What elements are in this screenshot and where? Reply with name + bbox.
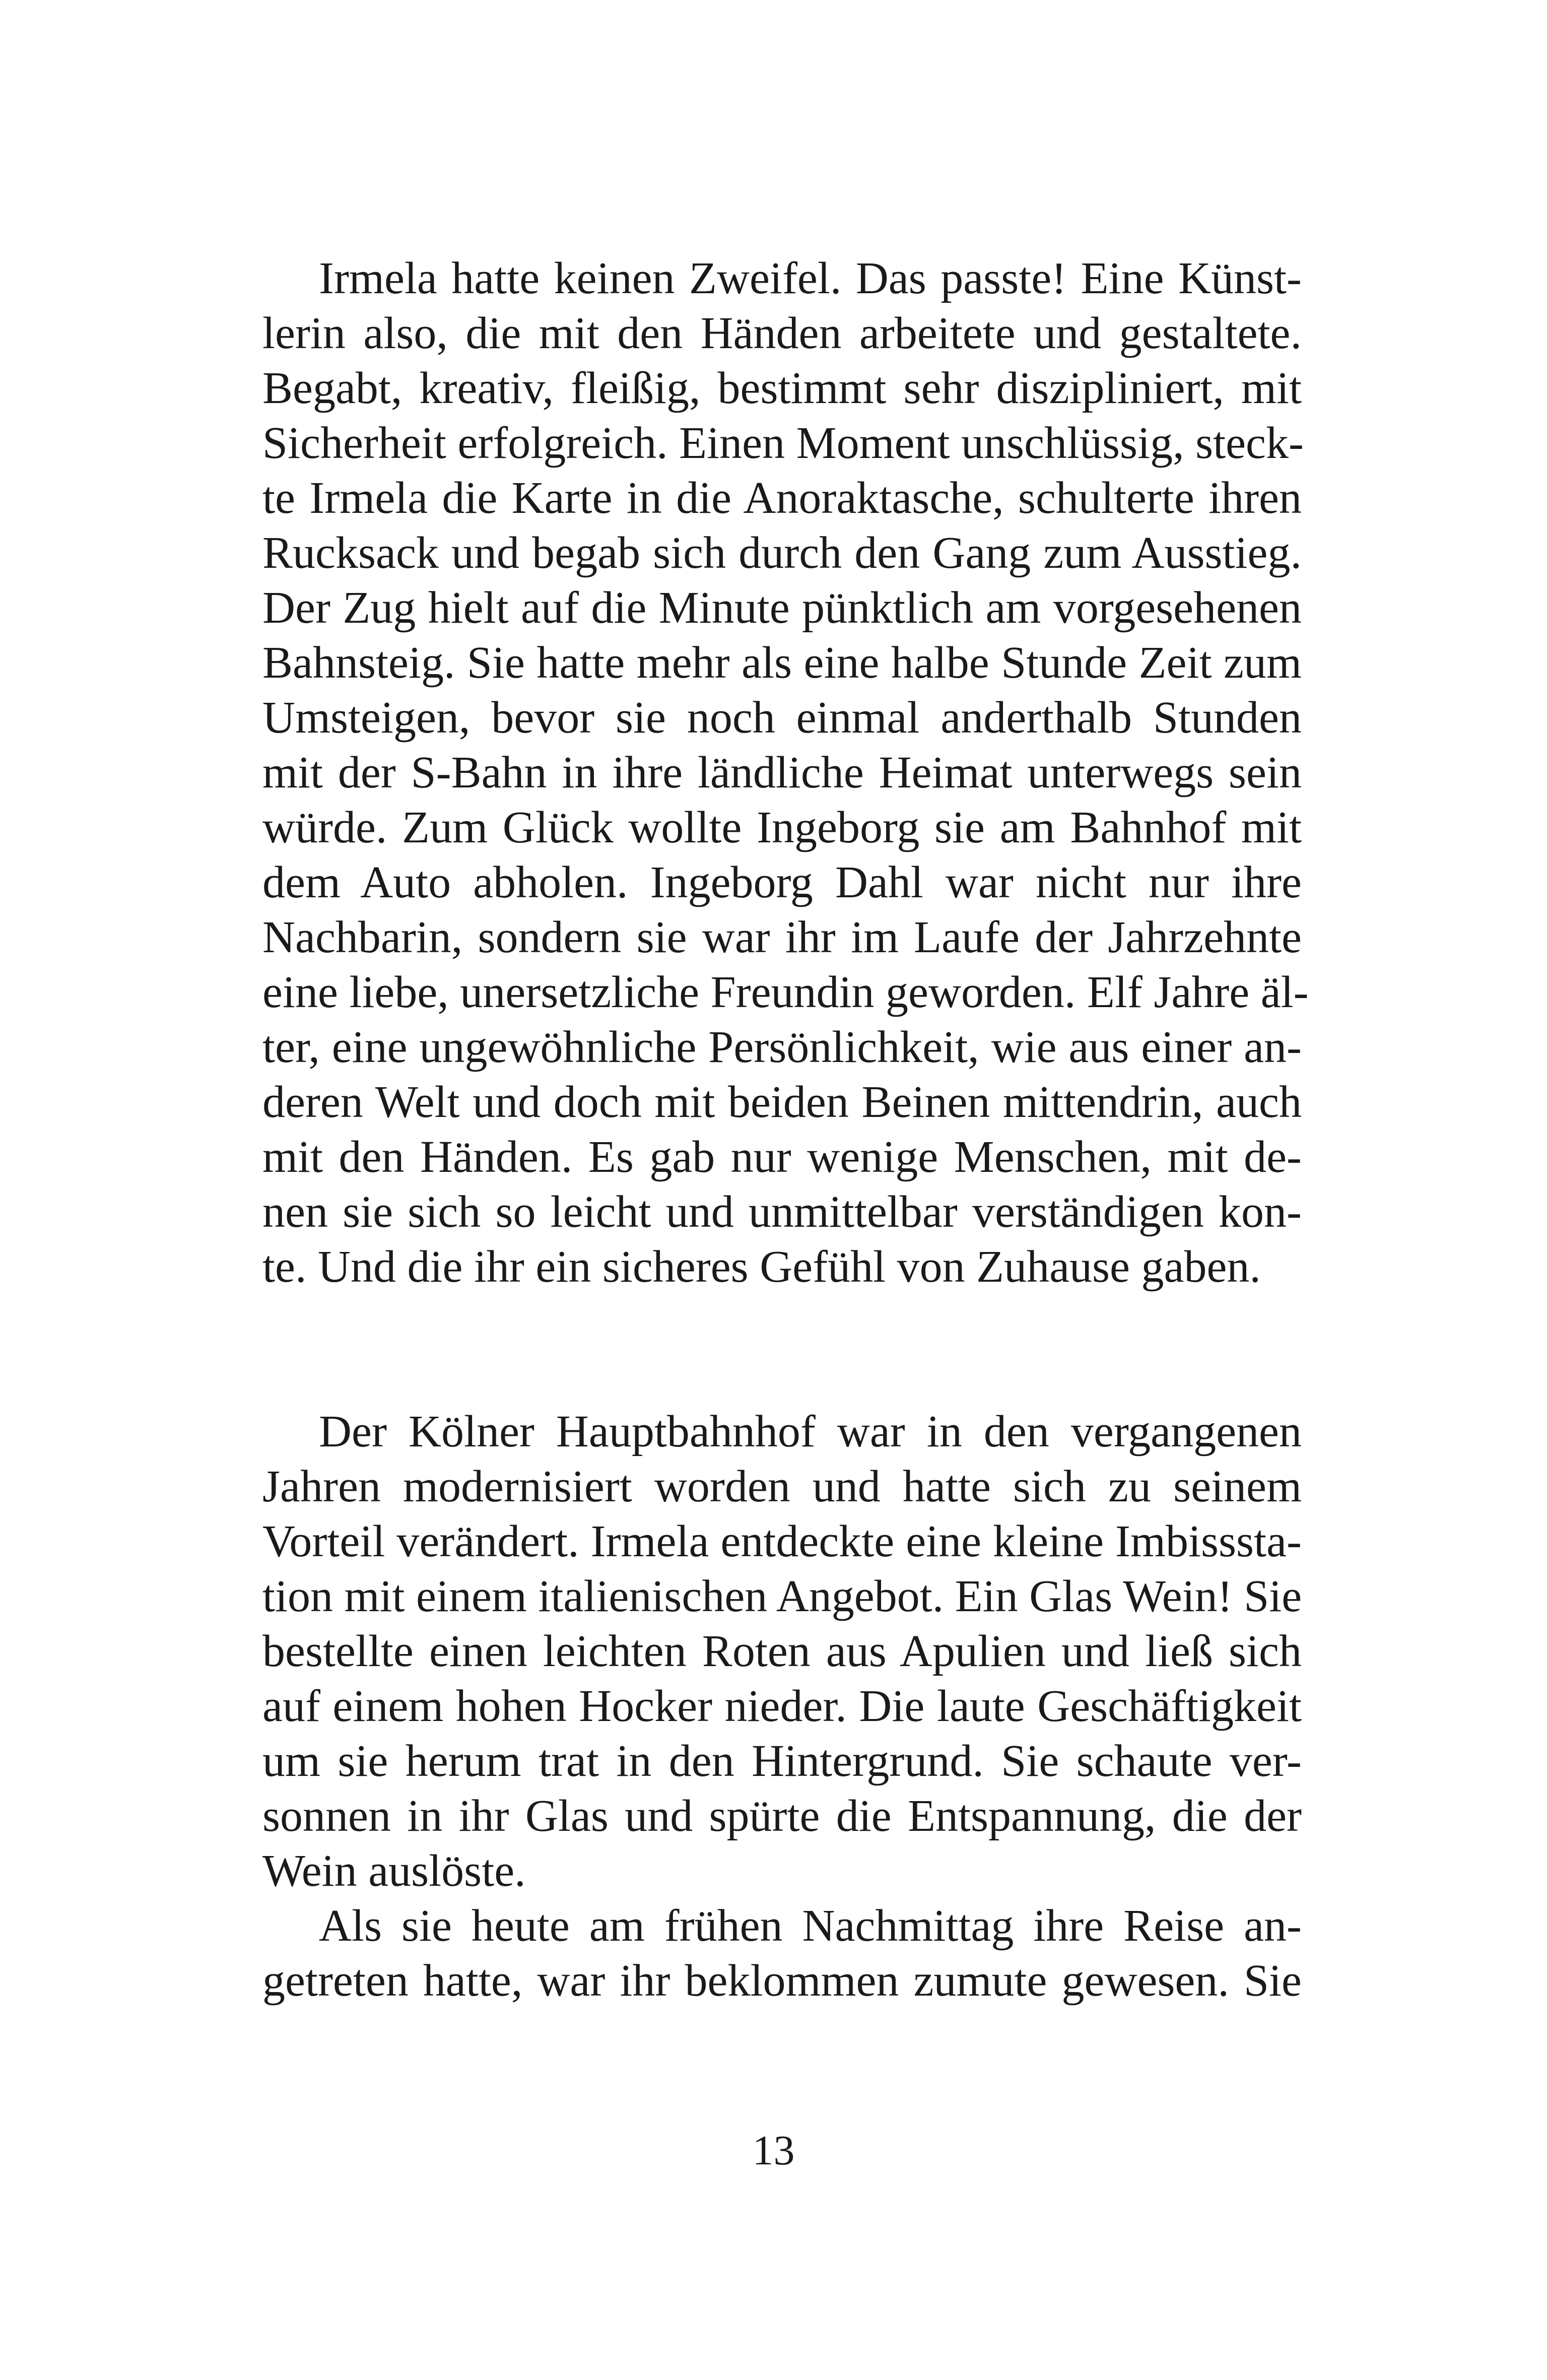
text-line: deren Welt und doch mit beiden Beinen mittendrin, auch: [262, 1077, 1302, 1127]
text-line: mit der S-Bahn in ihre ländliche Heimat unterwegs sein: [262, 748, 1302, 798]
text-line: Nachbarin, sondern sie war ihr im Laufe der Jahrzehnte: [262, 912, 1302, 962]
text-line: Bahnsteig. Sie hatte mehr als eine halbe Stunde Zeit zum: [262, 638, 1302, 688]
text-line: Irmela hatte keinen Zweifel. Das passte! Eine Künst-: [319, 253, 1302, 303]
text-line: Sicherheit erfolgreich. Einen Moment unschlüssig, steck-: [262, 418, 1304, 468]
text-line: Begabt, kreativ, fleißig, bestimmt sehr diszipliniert, mit: [262, 363, 1302, 413]
text-line: Jahren modernisiert worden und hatte sich zu seinem: [262, 1462, 1302, 1511]
text-line: tion mit einem italienischen Angebot. Ein Glas Wein! Sie: [262, 1571, 1302, 1621]
text-line: te Irmela die Karte in die Anoraktasche, schulterte ihren: [262, 473, 1302, 523]
text-line: würde. Zum Glück wollte Ingeborg sie am Bahnhof mit: [262, 803, 1302, 852]
text-line: dem Auto abholen. Ingeborg Dahl war nicht nur ihre: [262, 857, 1302, 907]
page-number: 13: [752, 2127, 795, 2174]
text-line: eine liebe, unersetzliche Freundin geworden. Elf Jahre äl-: [262, 967, 1309, 1017]
text-line: sonnen in ihr Glas und spürte die Entspannung, die der: [262, 1791, 1302, 1841]
text-line: um sie herum trat in den Hintergrund. Sie schaute ver-: [262, 1736, 1302, 1786]
text-line: getreten hatte, war ihr beklommen zumute gewesen. Sie: [262, 1956, 1302, 2006]
text-line: auf einem hohen Hocker nieder. Die laute Geschäftigkeit: [262, 1681, 1302, 1731]
text-line: ter, eine ungewöhnliche Persönlichkeit, wie aus einer an-: [262, 1022, 1302, 1072]
text-line: Als sie heute am frühen Nachmittag ihre Reise an-: [319, 1901, 1302, 1951]
text-line: Vorteil verändert. Irmela entdeckte eine kleine Imbisssta-: [262, 1516, 1302, 1566]
text-line: mit den Händen. Es gab nur wenige Menschen, mit de-: [262, 1132, 1302, 1182]
text-line: te. Und die ihr ein sicheres Gefühl von Zuhause gaben.: [262, 1242, 1261, 1292]
text-line: bestellte einen leichten Roten aus Apulien und ließ sich: [262, 1626, 1302, 1676]
text-line: lerin also, die mit den Händen arbeitete und gestaltete.: [262, 308, 1302, 358]
text-line: Wein auslöste.: [262, 1846, 526, 1896]
text-line: Rucksack und begab sich durch den Gang zum Ausstieg.: [262, 528, 1302, 578]
text-line: Der Zug hielt auf die Minute pünktlich am vorgesehenen: [262, 583, 1302, 633]
text-line: nen sie sich so leicht und unmittelbar verständigen kon-: [262, 1187, 1302, 1237]
text-line: Umsteigen, bevor sie noch einmal anderthalb Stunden: [262, 693, 1302, 743]
text-line: Der Kölner Hauptbahnhof war in den vergangenen: [319, 1407, 1302, 1457]
